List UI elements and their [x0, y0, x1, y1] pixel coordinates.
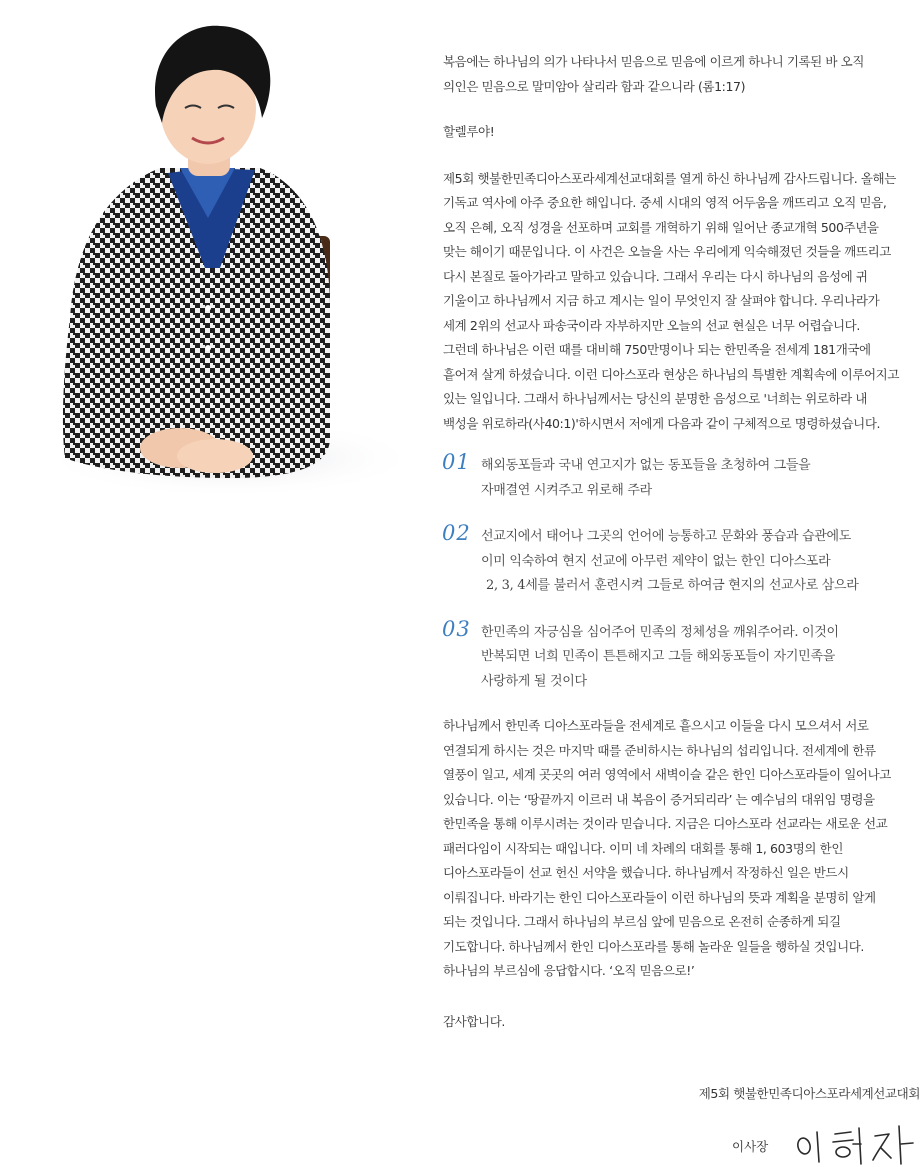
body-line: 흩어져 살게 하셨습니다. 이런 디아스포라 현상은 하나님의 특별한 계획속에 이루어지고	[443, 366, 900, 382]
command-line: 한민족의 자긍심을 심어주어 민족의 정체성을 깨워주어라. 이것이	[481, 624, 839, 640]
command-item	[442, 616, 918, 695]
body-line: 하나님께서 한민족 디아스포라들을 전세계로 흩으시고 이들을 다시 모으셔서 서로	[443, 718, 869, 733]
body-line: 열풍이 일고, 세계 곳곳의 여러 영역에서 새벽이슬 같은 한인 디아스포라들이 일어나고	[443, 767, 891, 782]
signer-title: 이사장	[732, 1139, 769, 1154]
organization-name: 제5회 햇불한민족디아스포라세계선교대회	[698, 1086, 920, 1101]
body-paragraph-2	[443, 714, 918, 984]
handwritten-signature	[795, 1118, 920, 1167]
command-item	[442, 450, 918, 503]
command-line: 이미 익숙하여 현지 선교에 아무런 제약이 없는 한인 디아스포라	[481, 553, 831, 569]
command-line: 반복되면 너희 민족이 튼튼해지고 그들 해외동포들이 자기민족을	[481, 649, 835, 664]
body-paragraph-1	[443, 167, 918, 437]
body-line: 세계 2위의 선교사 파송국이라 자부하지만 오늘의 선교 현실은 너무 어렵습니다.	[443, 317, 860, 333]
command-number: 02	[442, 521, 471, 545]
command-line: 사랑하게 될 것이다	[481, 673, 587, 689]
body-line: 기울이고 하나님께서 지금 하고 계시는 일이 무엇인지 잘 살펴야 합니다. 우리나라가	[443, 293, 880, 308]
body-line: 패러다임이 시작되는 때입니다. 이미 네 차례의 대회를 통해 1, 603명의 한인	[443, 840, 843, 856]
body-line: 되는 것입니다. 그래서 하나님의 부르심 앞에 믿음으로 온전히 순종하게 되길	[443, 914, 841, 929]
command-number: 01	[442, 450, 471, 474]
body-line: 기도합니다. 하나님께서 한인 디아스포라를 통해 놀라운 일들을 행하실 것입니다.	[443, 938, 865, 954]
command-item	[442, 521, 918, 599]
body-line: 연결되게 하시는 것은 마지막 때를 준비하시는 하나님의 섭리입니다. 전세계에 한류	[443, 742, 876, 758]
body-line: 맞는 해이기 때문입니다. 이 사건은 오늘을 사는 우리에게 익숙해졌던 것들을 깨뜨리고	[443, 244, 891, 259]
body-line: 이뤄집니다. 바라기는 한인 디아스포라들이 이런 하나님의 뜻과 계획을 분명히 알게	[443, 889, 876, 905]
command-line: 자매결연 시켜주고 위로해 주라	[481, 482, 652, 498]
verse-line: 의인은 믿음으로 말미암아 살리라 함과 같으니라 (롬1:17)	[443, 78, 746, 94]
body-line: 하나님의 부르심에 응답합시다. ‘오직 믿음으로!’	[443, 963, 695, 978]
closing-text: 감사합니다.	[443, 1013, 505, 1029]
command-number: 03	[442, 616, 471, 641]
body-line: 기독교 역사에 아주 중요한 해입니다. 중세 시대의 영적 어두움을 깨뜨리고 오직 믿음,	[443, 195, 887, 210]
body-line: 한민족을 통해 이루시려는 것이라 믿습니다. 지금은 디아스포라 선교라는 새로운 선교	[443, 816, 888, 831]
body-line: 있습니다. 이는 ‘땅끝까지 이르러 내 복음이 증거되리라’ 는 예수님의 대위임 명령을	[443, 791, 875, 807]
greeting: 할렐루야!	[443, 124, 495, 139]
body-line: 있는 일입니다. 그래서 하나님께서는 당신의 분명한 음성으로 '너희는 위로하라 내	[443, 391, 868, 406]
verse-line: 복음에는 하나님의 의가 나타나서 믿음으로 믿음에 이르게 하나니 기록된 바 오직	[443, 54, 865, 69]
scripture-verse	[443, 50, 918, 99]
body-line: 디아스포라들이 선교 헌신 서약을 했습니다. 하나님께서 작정하신 일은 반드시	[443, 865, 849, 880]
command-line: 2, 3, 4세를 불러서 훈련시켜 그들로 하여금 현지의 선교사로 삼으라	[486, 578, 859, 593]
message-column	[443, 50, 918, 1034]
command-line: 해외동포들과 국내 연고지가 없는 동포들을 초청하여 그들을	[481, 458, 811, 473]
body-line: 오직 은혜, 오직 성경을 선포하며 교회를 개혁하기 위해 일어난 종교개혁 500주년을	[443, 219, 879, 235]
body-line: 다시 본질로 돌아가라고 말하고 있습니다. 그래서 우리는 다시 하나님의 음성에 귀	[443, 268, 868, 284]
body-line: 제5회 햇불한민족디아스포라세계선교대회를 열게 하신 하나님께 감사드립니다. 올해는	[443, 170, 896, 186]
command-line: 선교지에서 태어나 그곳의 언어에 능통하고 문화와 풍습과 습관에도	[481, 529, 852, 544]
portrait-photo	[30, 18, 410, 498]
body-line: 백성을 위로하라(사40:1)'하시면서 저에게 다음과 같이 구체적으로 명령하셨습니다.	[443, 415, 881, 431]
body-line: 그런데 하나님은 이런 때를 대비해 750만명이나 되는 한민족을 전세계 181개국에	[443, 342, 871, 357]
